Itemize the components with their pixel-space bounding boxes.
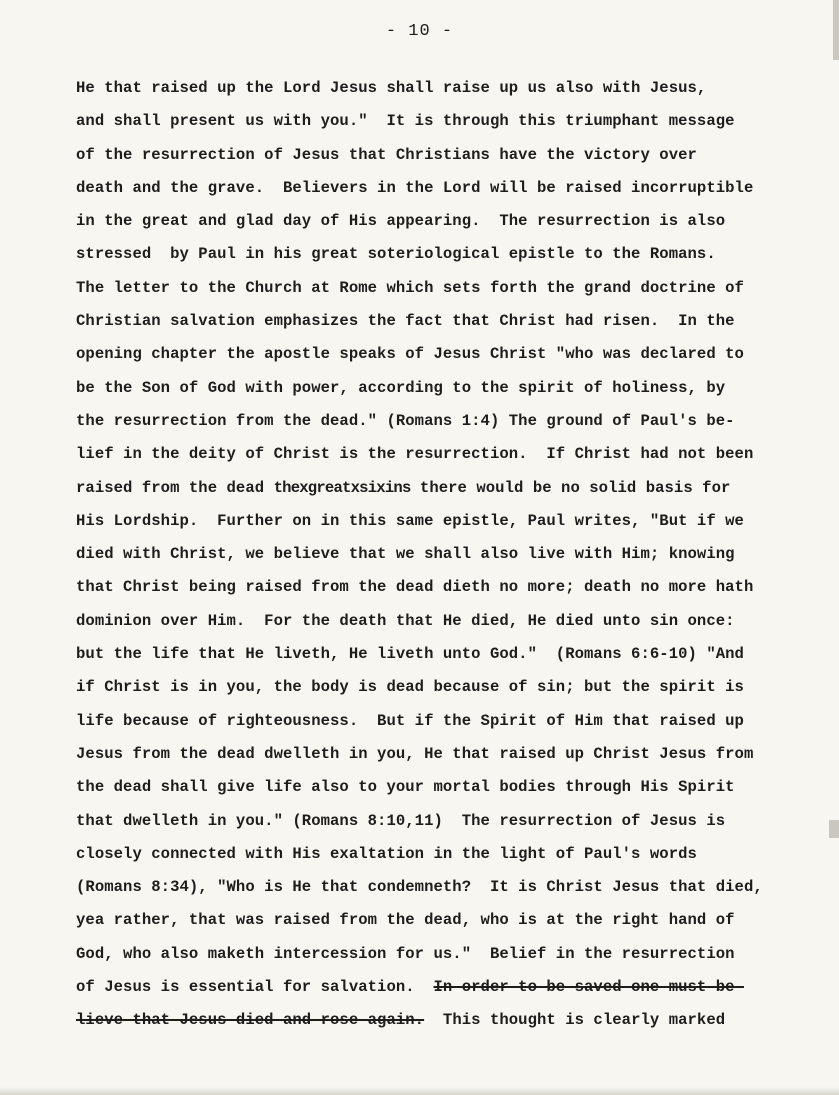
struck-through-text: lieve that Jesus died and rose again. (76, 1011, 425, 1030)
text-line: if Christ is in you, the body is dead because of sin; but the spirit is (76, 678, 744, 697)
text-line: His Lordship. Further on in this same epistle, Paul writes, "But if we (76, 511, 744, 530)
text-line: the dead shall give life also to your mortal bodies through His Spirit (76, 778, 735, 797)
text-line: but the life that He liveth, He liveth unto God." (Romans 6:6-10) "And (76, 645, 744, 664)
paper-bottom-edge (0, 1087, 839, 1095)
text-line: The letter to the Church at Rome which sets forth the grand doctrine of (76, 278, 744, 297)
page-number: - 10 - (385, 22, 454, 41)
text-line: dominion over Him. For the death that He died, He died unto sin once: (76, 611, 735, 630)
text-line: (Romans 8:34), "Who is He that condemneth? It is Christ Jesus that died, (76, 878, 763, 897)
text-line: died with Christ, we believe that we shall also live with Him; knowing (76, 545, 735, 564)
paper-edge-mark (833, 0, 839, 60)
text-line: lief in the deity of Christ is the resurrection. If Christ had not been (76, 445, 754, 464)
body-text (76, 72, 816, 1038)
text-line: that dwelleth in you." (Romans 8:10,11) The resurrection of Jesus is (76, 811, 726, 830)
overtyped-text: thexgreatxsixins (273, 478, 411, 497)
text-line: opening chapter the apostle speaks of Jesus Christ "who was declared to (76, 345, 744, 364)
text-line: the resurrection from the dead." (Romans 1:4) The ground of Paul's be- (76, 411, 735, 430)
text-line: God, who also maketh intercession for us." Belief in the resurrection (76, 944, 735, 963)
struck-through-text: In order to be saved one must be- (433, 978, 744, 997)
text-line: closely connected with His exaltation in the light of Paul's words (76, 844, 697, 863)
text-line: stressed by Paul in his great soteriological epistle to the Romans. (76, 245, 716, 264)
paper-edge-mark (829, 820, 839, 838)
text-line: of Jesus is essential for salvation. In order to be saved one must be- (76, 978, 744, 997)
text-line: death and the grave. Believers in the Lord will be raised incorruptible (76, 178, 754, 197)
text-line: lieve that Jesus died and rose again. This thought is clearly marked (76, 1011, 726, 1030)
text-line: Christian salvation emphasizes the fact that Christ had risen. In the (76, 312, 735, 331)
text-line: yea rather, that was raised from the dead, who is at the right hand of (76, 911, 735, 930)
text-line: He that raised up the Lord Jesus shall raise up us also with Jesus, (76, 79, 707, 97)
text-line: in the great and glad day of His appearing. The resurrection is also (76, 212, 726, 231)
text-line: and shall present us with you." It is through this triumphant message (76, 112, 735, 131)
text-line: that Christ being raised from the dead dieth no more; death no more hath (76, 578, 754, 597)
text-line: raised from the dead thexgreatxsixins there would be no solid basis for (76, 478, 731, 497)
text-line: Jesus from the dead dwelleth in you, He that raised up Christ Jesus from (76, 744, 754, 763)
text-line: be the Son of God with power, according to the spirit of holiness, by (76, 378, 726, 397)
text-line: life because of righteousness. But if the Spirit of Him that raised up (76, 711, 744, 730)
text-line: of the resurrection of Jesus that Christians have the victory over (76, 145, 697, 164)
